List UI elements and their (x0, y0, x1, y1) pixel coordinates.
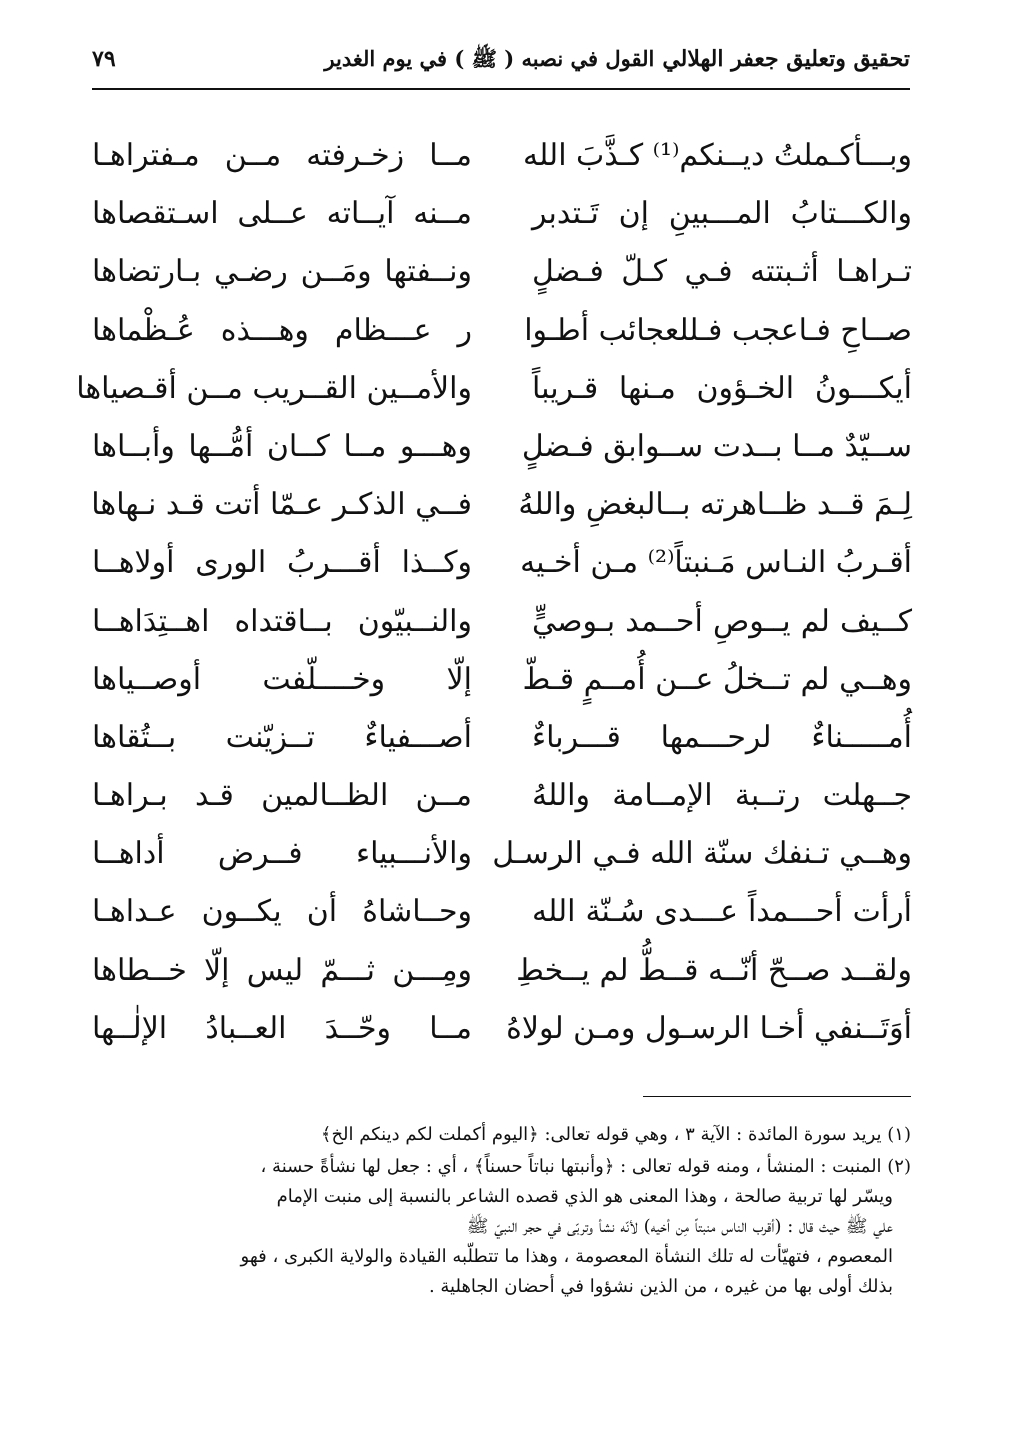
verse-second-hemistich: ر عـــظام وهـــذه عُـظْماها (92, 312, 472, 348)
poem (76, 127, 912, 1058)
poem-verse (92, 651, 912, 709)
poem-verse (76, 360, 912, 418)
footnotes (99, 1120, 911, 1302)
verse-second-hemistich: أصـــفياءٌ تــزيّنت بــتُقاها (92, 719, 472, 755)
footnote-line: بذلك أولى بها من غيره ، من الذين نشؤوا في أحضان الجاهلية . (428, 1276, 893, 1297)
book-credit: تحقيق وتعليق جعفر الهلالي (662, 46, 910, 72)
poem-verse (92, 476, 912, 534)
poem-verse (92, 185, 912, 243)
header-title (324, 46, 910, 77)
verse-first-hemistich: ولقــد صــحّ أنّــه قــطُّ لم يــخطِ (516, 952, 912, 988)
verse-first-hemistich: جــهلت رتــبة الإمــامة واللهُ (532, 778, 912, 814)
poem-verse (92, 127, 912, 185)
verse-second-hemistich: مــن الظــالمين قـد بـراهـا (92, 778, 472, 814)
verse-second-hemistich: وكــذا أقـــربُ الورى أولاهــا (92, 545, 472, 581)
verse-first-hemistich: وهــي لم تــخلُ عــن أُمــمٍ قـطّ (522, 661, 912, 697)
footnote (99, 1120, 911, 1150)
poem-verse (92, 1000, 912, 1058)
verse-first-hemistich: أرأت أحـــمداً عـــدى سُـنّة الله (532, 894, 912, 930)
poem-verse (92, 942, 912, 1000)
verse-second-hemistich: مــا زخـرفته مــن مـفتراهـا (92, 138, 472, 173)
verse-second-hemistich: مــنه آيــاته عــلى اسـتقصاها (92, 196, 472, 232)
verse-second-hemistich: وهـــو مــا كــان أمُّــها وأبــاها (92, 428, 472, 464)
verse-first-hemistich: أوَتَــنفي أخـا الرسـول ومـن لولاهُ (506, 1010, 912, 1046)
verse-second-hemistich: ونــفتها ومَــن رضـي بـارتضاها (92, 254, 472, 290)
footnote-line: (١) يريد سورة المائدة : الآية ٣ ، وهي قوله تعالى: ﴿اليوم أكملت لكم دينكم الخ﴾ (320, 1124, 911, 1145)
verse-second-hemistich: إلّا وخــــلّفت أوصــياها (92, 661, 472, 697)
verse-first-hemistich: تـراهـا أثـبتته فـي كـلّ فـضلٍ (532, 254, 912, 290)
poem-verse (92, 709, 912, 767)
verse-first-hemistich: أُمـــــناءٌ لرحـــمها قـــرباءٌ (532, 719, 912, 755)
verse-first-hemistich: أيكـــونُ الخـؤون مـنها قـريباً (532, 370, 912, 406)
poem-verse (92, 534, 912, 592)
verse-second-hemistich: مــا وحّــدَ العــبادُ الإلٰــها (92, 1010, 472, 1046)
page-number: ٧٩ (92, 46, 116, 72)
poem-verse (92, 418, 912, 476)
verse-first-hemistich: لِـمَ قــد ظــاهرته بــالبغضِ واللهُ (518, 487, 912, 523)
verse-first-hemistich: وبـــأكـملتُ ديــنكم⁽¹⁾ كـذَّبَ الله (523, 138, 912, 173)
footnote-divider (643, 1096, 911, 1097)
footnote (99, 1152, 911, 1302)
poem-verse (92, 302, 912, 360)
poem-verse (92, 767, 912, 825)
poem-verse (92, 593, 912, 651)
verse-second-hemistich: وحــاشاهُ أن يكــون عـداهـا (92, 894, 472, 930)
header-divider (92, 88, 910, 90)
verse-first-hemistich: والكـــتابُ المـــبينِ إن تَـتدبر (532, 196, 912, 232)
verse-second-hemistich: والأمــين القــريب مــن أقـصياها (76, 370, 472, 406)
chapter-title: القول في نصبه ( ﷺ ) في يوم الغدير (324, 46, 655, 71)
poem-verse (92, 825, 912, 883)
poem-verse (92, 883, 912, 941)
running-header (92, 40, 910, 90)
verse-first-hemistich: وهــي تـنفك سنّة الله فـي الرسـل (492, 836, 912, 872)
footnote-line: ويسّر لها تربية صالحة ، وهذا المعنى هو الذي قصده الشاعر بالنسبة إلى منبت الإمام (276, 1186, 893, 1207)
footnote-line: (٢) المنبت : المنشأ ، ومنه قوله تعالى : ﴿وأنبتها نباتاً حسناً﴾ ، أي : جعل لها نشأةً حسنة ، (260, 1156, 911, 1177)
verse-first-hemistich: أقـربُ النـاس مَـنبتاً⁽²⁾ مـن أخـيه (520, 545, 912, 581)
verse-second-hemistich: فــي الذكـر عـمّا أتت قـد نـهاها (91, 487, 472, 523)
verse-second-hemistich: والنــبيّون بــاقتداه اهــتِدَاهــا (92, 603, 472, 639)
poem-verse (92, 243, 912, 301)
verse-first-hemistich: ســيّدٌ مــا بــدت ســوابق فـضلٍ (521, 428, 912, 464)
footnote-line: المعصوم ، فتهيّأت له تلك النشأة المعصومة ، وهذا ما تتطلّبه القيادة والولاية الكبرى ، فهو (240, 1246, 893, 1267)
footnote-line: علي ﷺ حيث قال : (أقرب الناس منبتاً مِن أخيه) لأنّه نشأ وتربّى في حجر النبيّ ﷺ (466, 1216, 893, 1237)
verse-first-hemistich: كــيف لم يــوصِ أحــمد بـوصيٍّ (532, 603, 912, 639)
verse-second-hemistich: والأنـــبياء فــرض أداهــا (92, 836, 472, 872)
verse-first-hemistich: صــاحِ فـاعجب فـللعجائب أطـوا (524, 312, 912, 348)
verse-second-hemistich: ومِـــن ثـــمّ ليس إلّا خــطاها (92, 952, 472, 988)
